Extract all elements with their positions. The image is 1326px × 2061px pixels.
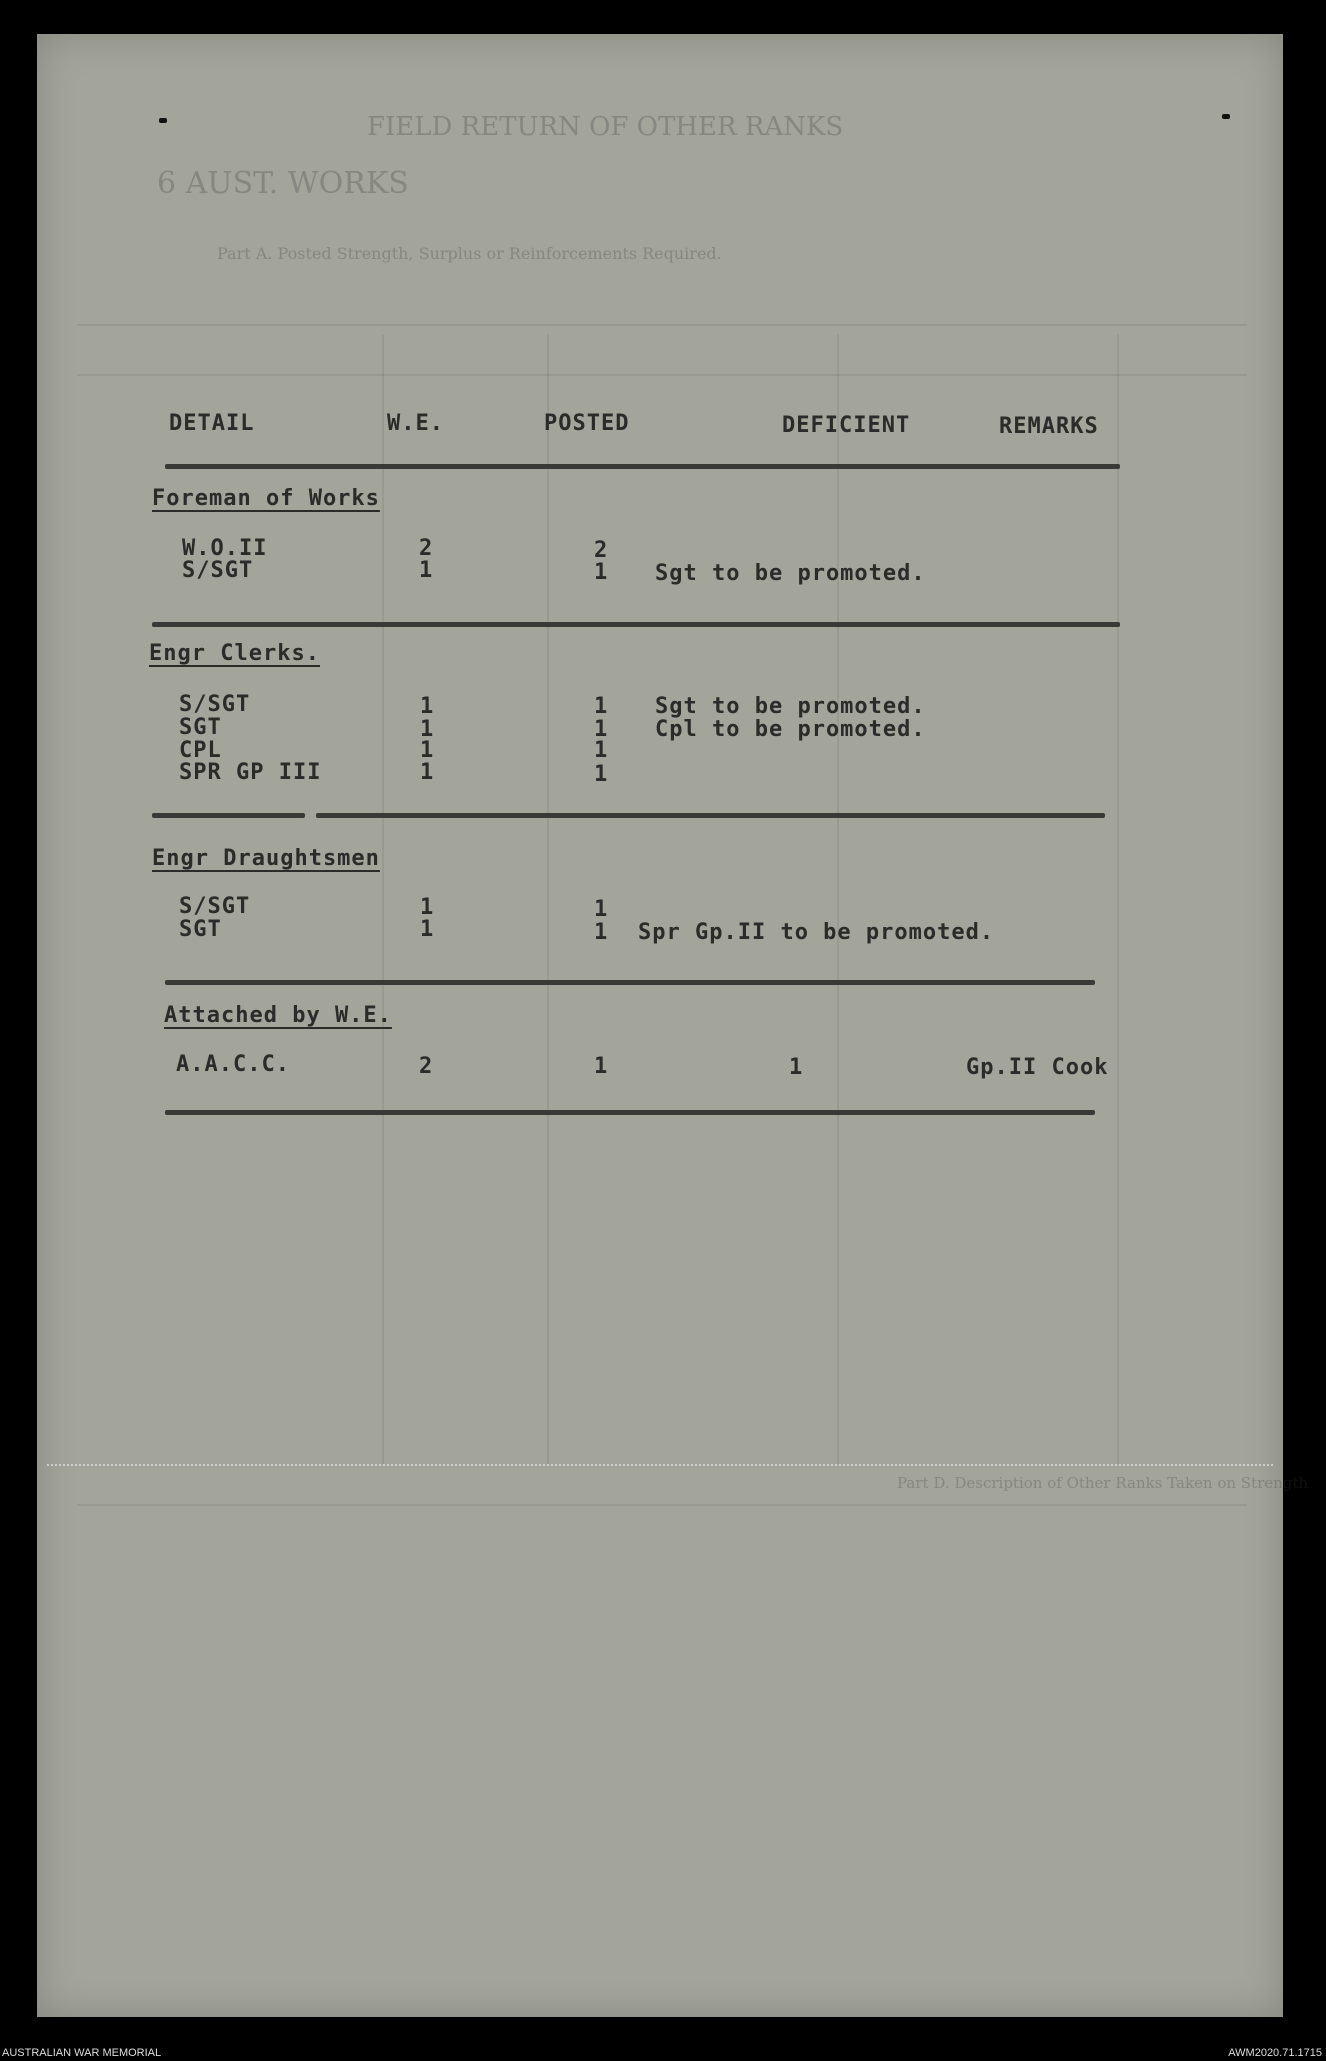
row-we: 1: [420, 917, 435, 942]
row-remarks: Sgt to be promoted.: [655, 694, 926, 719]
row-we: 1: [420, 717, 435, 742]
section-rule: [316, 813, 1105, 818]
row-detail: SPR GP III: [179, 760, 322, 785]
row-detail: S/SGT: [179, 894, 251, 919]
show-through-text: Part D. Description of Other Ranks Taken on Strength: [897, 1474, 1309, 1492]
row-posted: 1: [594, 694, 609, 719]
row-posted: 1: [594, 560, 609, 585]
section-title: Engr Draughtsmen: [152, 846, 380, 871]
row-we: 1: [420, 694, 435, 719]
row-remarks: Cpl to be promoted.: [655, 717, 926, 742]
row-we: 1: [420, 895, 435, 920]
row-we: 2: [419, 1054, 434, 1079]
row-detail: SGT: [179, 917, 222, 942]
header-rule: [165, 464, 1120, 469]
show-through-text: Part A. Posted Strength, Surplus or Reinforcements Required.: [217, 244, 722, 263]
section-rule: [152, 622, 1120, 627]
section-rule: [165, 1110, 1095, 1115]
row-posted: 1: [594, 717, 609, 742]
row-remarks: Sgt to be promoted.: [655, 561, 926, 586]
row-detail: A.A.C.C.: [176, 1052, 290, 1077]
row-posted: 1: [594, 738, 609, 763]
header-we: W.E.: [387, 411, 444, 436]
row-detail: S/SGT: [182, 558, 254, 583]
header-detail: DETAIL: [169, 411, 255, 436]
footer-catalogue-id: AWM2020.71.1715: [1228, 2047, 1322, 2059]
show-through-text: FIELD RETURN OF OTHER RANKS: [367, 112, 844, 142]
row-detail: W.O.II: [182, 536, 268, 561]
footer-source: AUSTRALIAN WAR MEMORIAL: [2, 2047, 162, 2059]
header-deficient: DEFICIENT: [782, 413, 911, 438]
row-posted: 1: [594, 762, 609, 787]
header-posted: POSTED: [544, 411, 630, 436]
section-rule: [165, 980, 1095, 985]
section-title: Attached by W.E.: [164, 1003, 392, 1028]
header-remarks: REMARKS: [999, 414, 1099, 439]
row-we: 2: [419, 536, 434, 561]
show-through-text: 6 AUST. WORKS: [157, 166, 409, 201]
section-rule: [152, 813, 305, 818]
row-deficient: 1: [789, 1055, 804, 1080]
row-we: 1: [419, 558, 434, 583]
row-detail: S/SGT: [179, 692, 251, 717]
row-remarks: Gp.II Cook: [966, 1055, 1109, 1080]
row-we: 1: [420, 760, 435, 785]
row-posted: 1: [594, 1054, 609, 1079]
row-posted: 2: [594, 538, 609, 563]
section-title: Foreman of Works: [152, 486, 380, 511]
row-remarks: Spr Gp.II to be promoted.: [638, 920, 995, 945]
document-page: [37, 34, 1309, 2017]
section-title: Engr Clerks.: [149, 641, 320, 666]
row-posted: 1: [594, 897, 609, 922]
row-detail: SGT: [179, 715, 222, 740]
row-we: 1: [420, 738, 435, 763]
row-posted: 1: [594, 920, 609, 945]
row-detail: CPL: [179, 738, 222, 763]
